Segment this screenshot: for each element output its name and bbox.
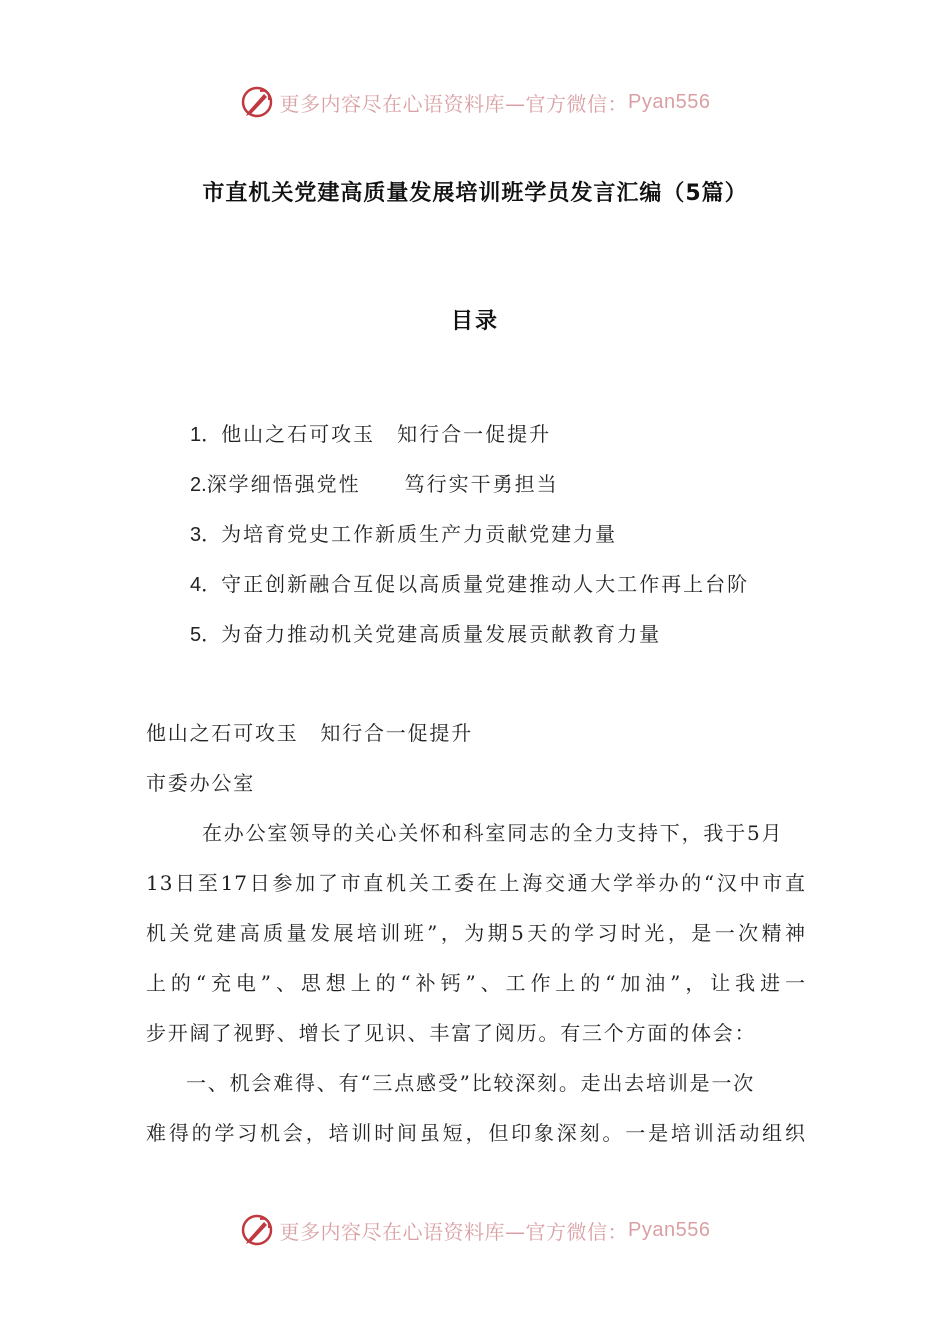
watermark-wechat-id: Pyan556 <box>628 1218 711 1241</box>
quill-pen-logo-icon <box>240 85 274 119</box>
toc-item-text: 守正创新融合互促以高质量党建推动人大工作再上台阶 <box>221 572 750 596</box>
document-title: 市直机关党建高质量发展培训班学员发言汇编（5篇） <box>202 181 748 206</box>
toc-heading: 目录 <box>450 309 499 334</box>
article-title: 他山之石可攻玉 知行合一促提升 <box>146 721 473 745</box>
watermark-wechat-id: Pyan556 <box>628 90 711 113</box>
article-author: 市委办公室 <box>146 771 255 795</box>
toc-item-number: 5． <box>190 624 222 646</box>
paragraph-line: 上的“充电”、思想上的“补钙”、工作上的“加油”，让我进一 <box>146 971 806 995</box>
toc-item-number: 2. <box>190 474 207 496</box>
toc-item-text: 深学细悟强党性 笃行实干勇担当 <box>206 472 559 496</box>
quill-pen-logo-icon <box>240 1213 274 1247</box>
toc-item <box>190 618 749 668</box>
toc-item-text: 为培育党史工作新质生产力贡献党建力量 <box>221 522 618 546</box>
toc-item <box>190 518 749 568</box>
toc-item-number: 3． <box>190 524 222 546</box>
article <box>146 716 806 1166</box>
toc-item-text: 为奋力推动机关党建高质量发展贡献教育力量 <box>221 622 662 646</box>
paragraph-line: 13日至17日参加了市直机关工委在上海交通大学举办的“汉中市直 <box>146 871 806 895</box>
watermark-text: 更多内容尽在心语资料库—官方微信： <box>279 1219 629 1244</box>
toc-item <box>190 468 749 518</box>
watermark-banner-top <box>0 80 950 124</box>
toc-item <box>190 568 749 618</box>
watermark-banner-bottom <box>0 1208 950 1252</box>
paragraph-line: 机关党建高质量发展培训班”，为期5天的学习时光，是一次精神 <box>146 921 806 945</box>
paragraph-line: 一、机会难得、有“三点感受”比较深刻。走出去培训是一次 <box>186 1071 756 1095</box>
table-of-contents <box>190 418 749 668</box>
paragraph-line: 难得的学习机会，培训时间虽短，但印象深刻。一是培训活动组织 <box>146 1121 806 1145</box>
toc-item-text: 他山之石可攻玉 知行合一促提升 <box>221 422 552 446</box>
toc-item-number: 4． <box>190 574 222 596</box>
watermark-text: 更多内容尽在心语资料库—官方微信： <box>279 91 629 116</box>
toc-item-number: 1． <box>190 424 222 446</box>
toc-item <box>190 418 749 468</box>
paragraph-line: 步开阔了视野、增长了见识、丰富了阅历。有三个方面的体会： <box>146 1021 757 1045</box>
paragraph-line: 在办公室领导的关心关怀和科室同志的全力支持下，我于5月 <box>202 821 784 845</box>
